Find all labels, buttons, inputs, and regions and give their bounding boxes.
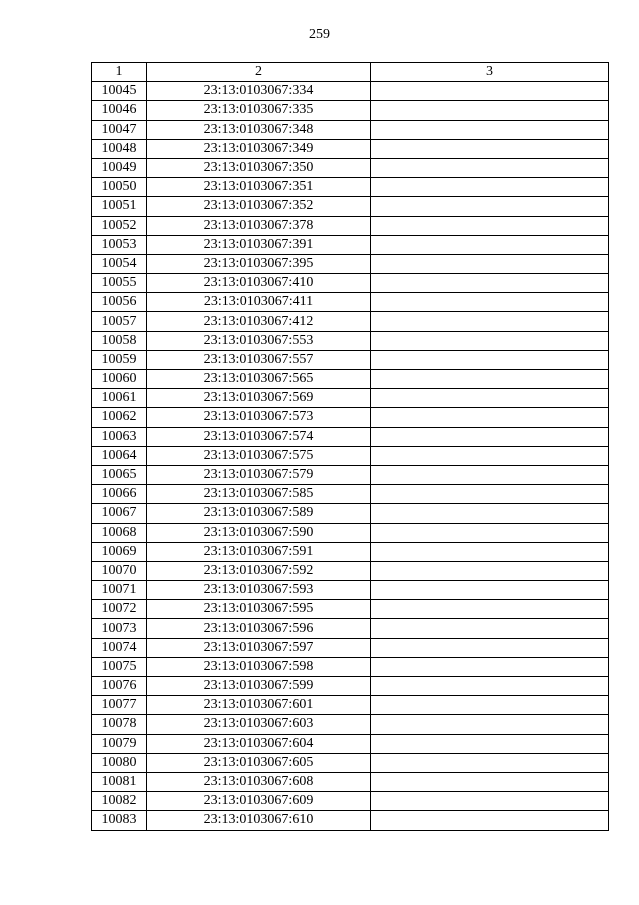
note-cell xyxy=(371,485,609,504)
note-cell xyxy=(371,389,609,408)
note-cell xyxy=(371,504,609,523)
table-row xyxy=(92,120,609,139)
note-cell xyxy=(371,772,609,791)
note-cell xyxy=(371,235,609,254)
cadastral-number-cell: 23:13:0103067:350 xyxy=(147,158,371,177)
note-cell xyxy=(371,811,609,830)
note-cell xyxy=(371,638,609,657)
cadastral-number-cell: 23:13:0103067:557 xyxy=(147,350,371,369)
row-number-cell: 10053 xyxy=(92,235,147,254)
note-cell xyxy=(371,370,609,389)
row-number-cell: 10058 xyxy=(92,331,147,350)
row-number-cell: 10049 xyxy=(92,158,147,177)
table-row xyxy=(92,331,609,350)
cadastral-number-cell: 23:13:0103067:569 xyxy=(147,389,371,408)
table-row xyxy=(92,312,609,331)
note-cell xyxy=(371,696,609,715)
row-number-cell: 10064 xyxy=(92,446,147,465)
table-row xyxy=(92,350,609,369)
table-row xyxy=(92,293,609,312)
cadastral-number-cell: 23:13:0103067:592 xyxy=(147,561,371,580)
table-row xyxy=(92,158,609,177)
cadastral-number-cell: 23:13:0103067:378 xyxy=(147,216,371,235)
row-number-cell: 10078 xyxy=(92,715,147,734)
cadastral-number-cell: 23:13:0103067:608 xyxy=(147,772,371,791)
note-cell xyxy=(371,792,609,811)
row-number-cell: 10046 xyxy=(92,101,147,120)
table-row xyxy=(92,101,609,120)
table-row xyxy=(92,235,609,254)
note-cell xyxy=(371,753,609,772)
note-cell xyxy=(371,216,609,235)
table-row xyxy=(92,600,609,619)
cadastral-number-cell: 23:13:0103067:334 xyxy=(147,82,371,101)
note-cell xyxy=(371,293,609,312)
note-cell xyxy=(371,561,609,580)
cadastral-number-cell: 23:13:0103067:348 xyxy=(147,120,371,139)
table-row xyxy=(92,638,609,657)
table-row xyxy=(92,581,609,600)
note-cell xyxy=(371,523,609,542)
table-row xyxy=(92,408,609,427)
row-number-cell: 10071 xyxy=(92,581,147,600)
row-number-cell: 10075 xyxy=(92,657,147,676)
cadastral-number-cell: 23:13:0103067:603 xyxy=(147,715,371,734)
note-cell xyxy=(371,120,609,139)
note-cell xyxy=(371,158,609,177)
row-number-cell: 10059 xyxy=(92,350,147,369)
cadastral-number-cell: 23:13:0103067:597 xyxy=(147,638,371,657)
table-row xyxy=(92,542,609,561)
note-cell xyxy=(371,677,609,696)
cadastral-number-cell: 23:13:0103067:575 xyxy=(147,446,371,465)
header-cell-1: 1 xyxy=(92,63,147,82)
note-cell xyxy=(371,734,609,753)
row-number-cell: 10062 xyxy=(92,408,147,427)
row-number-cell: 10055 xyxy=(92,274,147,293)
table-row xyxy=(92,715,609,734)
row-number-cell: 10054 xyxy=(92,254,147,273)
table-row xyxy=(92,734,609,753)
note-cell xyxy=(371,178,609,197)
table-row xyxy=(92,197,609,216)
table-row xyxy=(92,792,609,811)
cadastral-number-cell: 23:13:0103067:596 xyxy=(147,619,371,638)
note-cell xyxy=(371,581,609,600)
cadastral-number-cell: 23:13:0103067:351 xyxy=(147,178,371,197)
row-number-cell: 10082 xyxy=(92,792,147,811)
row-number-cell: 10056 xyxy=(92,293,147,312)
cadastral-number-cell: 23:13:0103067:585 xyxy=(147,485,371,504)
cadastral-number-cell: 23:13:0103067:553 xyxy=(147,331,371,350)
table-row xyxy=(92,523,609,542)
row-number-cell: 10068 xyxy=(92,523,147,542)
note-cell xyxy=(371,312,609,331)
table-row xyxy=(92,753,609,772)
row-number-cell: 10047 xyxy=(92,120,147,139)
cadastral-number-cell: 23:13:0103067:593 xyxy=(147,581,371,600)
cadastral-number-cell: 23:13:0103067:352 xyxy=(147,197,371,216)
cadastral-number-cell: 23:13:0103067:610 xyxy=(147,811,371,830)
row-number-cell: 10050 xyxy=(92,178,147,197)
table-row xyxy=(92,370,609,389)
row-number-cell: 10052 xyxy=(92,216,147,235)
cadastral-number-cell: 23:13:0103067:601 xyxy=(147,696,371,715)
note-cell xyxy=(371,350,609,369)
note-cell xyxy=(371,274,609,293)
note-cell xyxy=(371,197,609,216)
row-number-cell: 10063 xyxy=(92,427,147,446)
cadastral-number-cell: 23:13:0103067:349 xyxy=(147,139,371,158)
row-number-cell: 10057 xyxy=(92,312,147,331)
row-number-cell: 10065 xyxy=(92,465,147,484)
table-row xyxy=(92,696,609,715)
row-number-cell: 10083 xyxy=(92,811,147,830)
cadastral-number-cell: 23:13:0103067:595 xyxy=(147,600,371,619)
note-cell xyxy=(371,715,609,734)
row-number-cell: 10080 xyxy=(92,753,147,772)
table-row xyxy=(92,465,609,484)
table-row xyxy=(92,389,609,408)
cadastral-number-cell: 23:13:0103067:598 xyxy=(147,657,371,676)
header-row xyxy=(92,63,609,82)
cadastral-number-cell: 23:13:0103067:412 xyxy=(147,312,371,331)
row-number-cell: 10061 xyxy=(92,389,147,408)
cadastral-number-cell: 23:13:0103067:590 xyxy=(147,523,371,542)
row-number-cell: 10070 xyxy=(92,561,147,580)
header-cell-2: 2 xyxy=(147,63,371,82)
note-cell xyxy=(371,465,609,484)
cadastral-number-cell: 23:13:0103067:604 xyxy=(147,734,371,753)
note-cell xyxy=(371,427,609,446)
table-row xyxy=(92,619,609,638)
row-number-cell: 10066 xyxy=(92,485,147,504)
note-cell xyxy=(371,139,609,158)
row-number-cell: 10081 xyxy=(92,772,147,791)
table-row xyxy=(92,254,609,273)
cadastral-number-cell: 23:13:0103067:591 xyxy=(147,542,371,561)
table-row xyxy=(92,561,609,580)
cadastral-number-cell: 23:13:0103067:391 xyxy=(147,235,371,254)
cadastral-number-cell: 23:13:0103067:411 xyxy=(147,293,371,312)
table-row xyxy=(92,677,609,696)
table-row xyxy=(92,82,609,101)
table-row xyxy=(92,772,609,791)
cadastral-number-cell: 23:13:0103067:395 xyxy=(147,254,371,273)
row-number-cell: 10074 xyxy=(92,638,147,657)
note-cell xyxy=(371,101,609,120)
table-row xyxy=(92,274,609,293)
row-number-cell: 10045 xyxy=(92,82,147,101)
row-number-cell: 10069 xyxy=(92,542,147,561)
table-row xyxy=(92,178,609,197)
note-cell xyxy=(371,619,609,638)
cadastral-number-cell: 23:13:0103067:574 xyxy=(147,427,371,446)
note-cell xyxy=(371,657,609,676)
cadastral-number-cell: 23:13:0103067:609 xyxy=(147,792,371,811)
cadastral-number-cell: 23:13:0103067:579 xyxy=(147,465,371,484)
cadastral-number-cell: 23:13:0103067:605 xyxy=(147,753,371,772)
header-cell-3: 3 xyxy=(371,63,609,82)
row-number-cell: 10076 xyxy=(92,677,147,696)
row-number-cell: 10079 xyxy=(92,734,147,753)
cadastral-number-cell: 23:13:0103067:410 xyxy=(147,274,371,293)
table-row xyxy=(92,657,609,676)
row-number-cell: 10073 xyxy=(92,619,147,638)
cadastral-number-cell: 23:13:0103067:565 xyxy=(147,370,371,389)
note-cell xyxy=(371,446,609,465)
note-cell xyxy=(371,331,609,350)
page-number: 259 xyxy=(309,27,330,42)
table-row xyxy=(92,811,609,830)
table-row xyxy=(92,485,609,504)
table-row xyxy=(92,216,609,235)
cadastral-number-cell: 23:13:0103067:589 xyxy=(147,504,371,523)
table-row xyxy=(92,446,609,465)
cadastral-number-cell: 23:13:0103067:335 xyxy=(147,101,371,120)
note-cell xyxy=(371,600,609,619)
row-number-cell: 10048 xyxy=(92,139,147,158)
table-header xyxy=(92,63,609,82)
row-number-cell: 10060 xyxy=(92,370,147,389)
table-row xyxy=(92,427,609,446)
row-number-cell: 10051 xyxy=(92,197,147,216)
note-cell xyxy=(371,254,609,273)
table-row xyxy=(92,504,609,523)
note-cell xyxy=(371,408,609,427)
cadastral-number-cell: 23:13:0103067:599 xyxy=(147,677,371,696)
row-number-cell: 10067 xyxy=(92,504,147,523)
table-row xyxy=(92,139,609,158)
note-cell xyxy=(371,542,609,561)
cadastral-number-cell: 23:13:0103067:573 xyxy=(147,408,371,427)
table-body xyxy=(92,82,609,830)
row-number-cell: 10077 xyxy=(92,696,147,715)
row-number-cell: 10072 xyxy=(92,600,147,619)
registry-table xyxy=(91,62,609,831)
note-cell xyxy=(371,82,609,101)
